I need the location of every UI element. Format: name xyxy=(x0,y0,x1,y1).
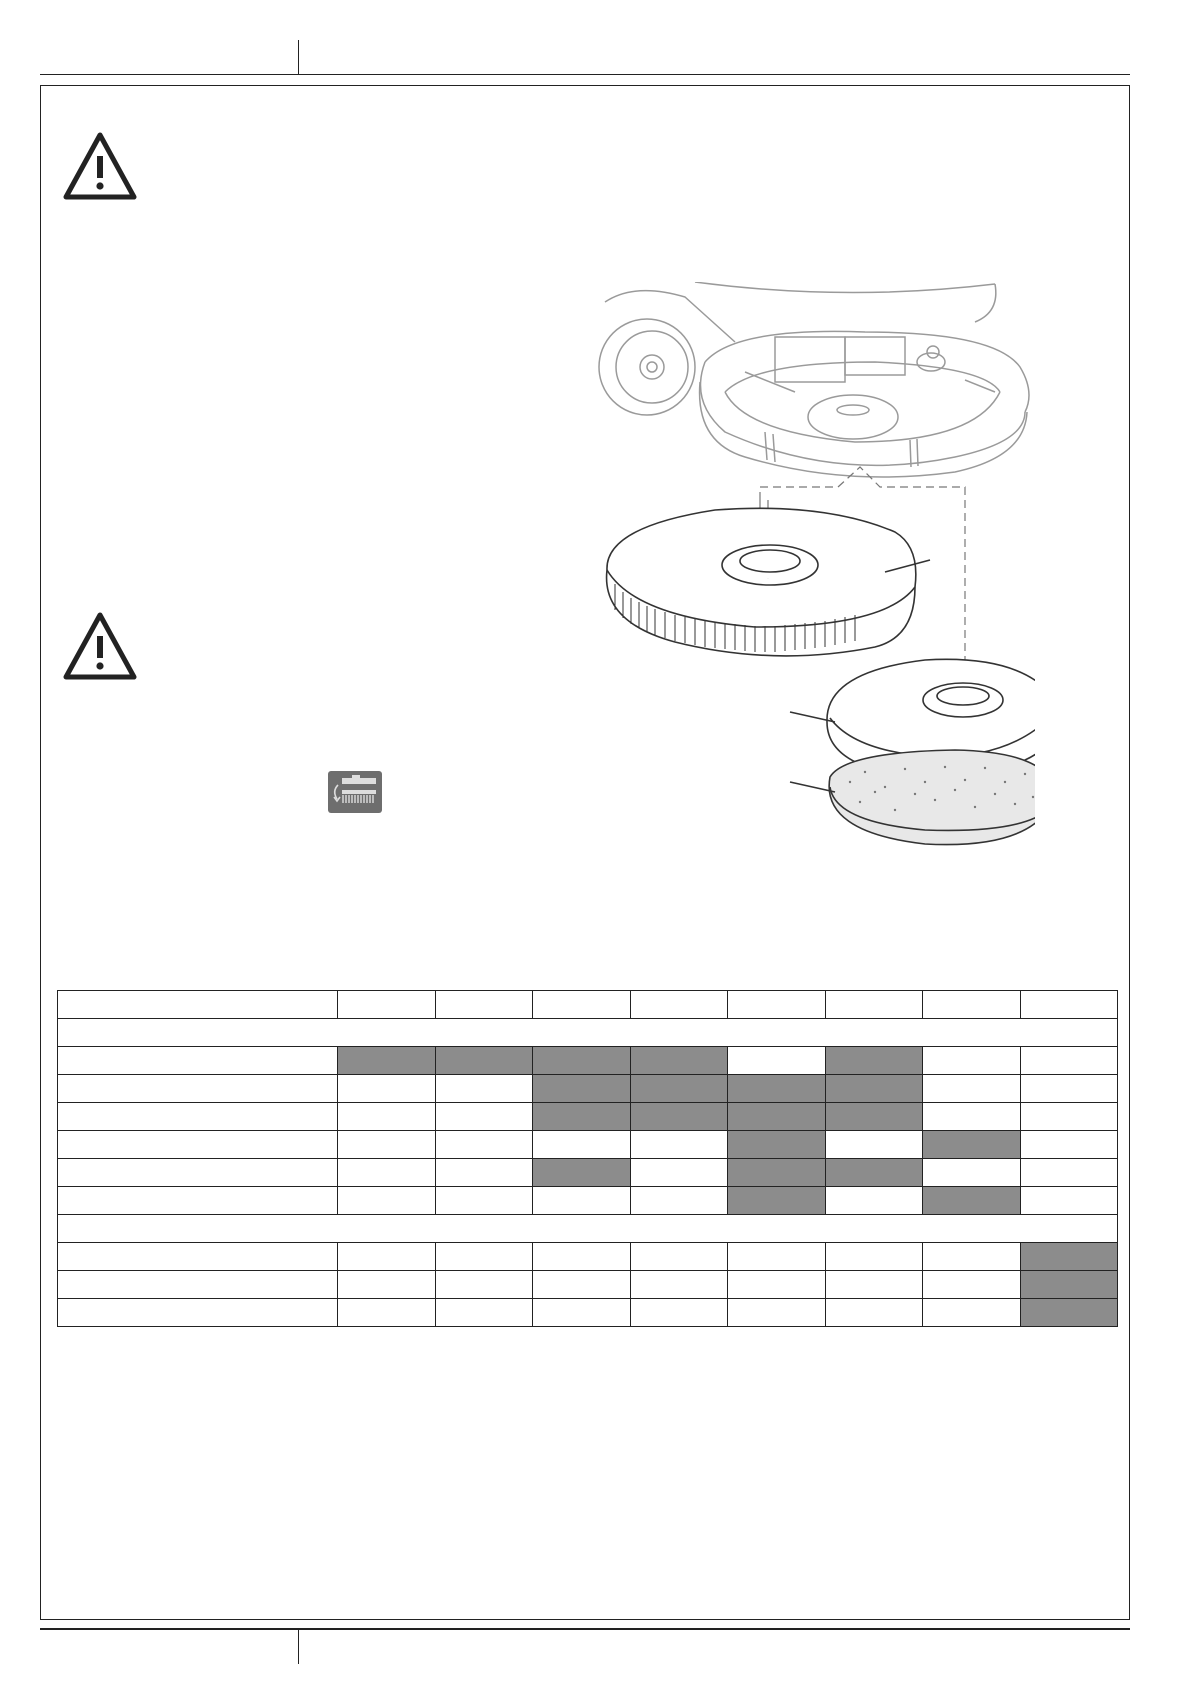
table-row xyxy=(58,1187,1118,1215)
filled-cell xyxy=(533,1159,631,1187)
filled-cell xyxy=(630,1047,728,1075)
header-cell xyxy=(825,991,923,1019)
filled-cell xyxy=(533,1075,631,1103)
filled-cell xyxy=(728,1103,826,1131)
filled-cell xyxy=(728,1187,826,1215)
group-header-row xyxy=(58,1215,1118,1243)
filled-cell xyxy=(728,1159,826,1187)
empty-cell xyxy=(630,1243,728,1271)
empty-cell xyxy=(435,1103,533,1131)
filled-cell xyxy=(533,1103,631,1131)
table-row xyxy=(58,1271,1118,1299)
compatibility-table xyxy=(57,990,1118,1327)
filled-cell xyxy=(533,1047,631,1075)
empty-cell xyxy=(825,1271,923,1299)
table-row xyxy=(58,1103,1118,1131)
row-label-cell xyxy=(58,1187,338,1215)
header-cell xyxy=(435,991,533,1019)
empty-cell xyxy=(1020,1103,1118,1131)
empty-cell xyxy=(923,1159,1021,1187)
empty-cell xyxy=(825,1299,923,1327)
filled-cell xyxy=(630,1075,728,1103)
empty-cell xyxy=(435,1271,533,1299)
empty-cell xyxy=(338,1187,436,1215)
empty-cell xyxy=(435,1075,533,1103)
empty-cell xyxy=(435,1299,533,1327)
header-cell xyxy=(338,991,436,1019)
header-cell xyxy=(533,991,631,1019)
table-row xyxy=(58,1131,1118,1159)
table-body xyxy=(58,991,1118,1327)
empty-cell xyxy=(338,1075,436,1103)
warning-triangle-icon xyxy=(62,130,138,202)
filled-cell xyxy=(1020,1243,1118,1271)
empty-cell xyxy=(533,1243,631,1271)
empty-cell xyxy=(630,1299,728,1327)
empty-cell xyxy=(533,1271,631,1299)
empty-cell xyxy=(533,1299,631,1327)
table-row xyxy=(58,1243,1118,1271)
empty-cell xyxy=(338,1103,436,1131)
filled-cell xyxy=(1020,1271,1118,1299)
empty-cell xyxy=(1020,1075,1118,1103)
empty-cell xyxy=(435,1159,533,1187)
table-row xyxy=(58,1047,1118,1075)
empty-cell xyxy=(923,1047,1021,1075)
table-row xyxy=(58,1075,1118,1103)
header-rule xyxy=(40,74,1130,75)
filled-cell xyxy=(728,1131,826,1159)
table-row xyxy=(58,1299,1118,1327)
filled-cell xyxy=(435,1047,533,1075)
empty-cell xyxy=(338,1159,436,1187)
row-label-cell xyxy=(58,1159,338,1187)
filled-cell xyxy=(728,1075,826,1103)
empty-cell xyxy=(1020,1047,1118,1075)
row-label-cell xyxy=(58,1243,338,1271)
empty-cell xyxy=(533,1187,631,1215)
header-cell xyxy=(923,991,1021,1019)
empty-cell xyxy=(435,1131,533,1159)
row-label-cell xyxy=(58,1075,338,1103)
empty-cell xyxy=(338,1243,436,1271)
header-cell xyxy=(1020,991,1118,1019)
header-cell xyxy=(630,991,728,1019)
empty-cell xyxy=(923,1299,1021,1327)
row-label-cell xyxy=(58,1047,338,1075)
empty-cell xyxy=(338,1299,436,1327)
empty-cell xyxy=(435,1243,533,1271)
header-label-cell xyxy=(58,991,338,1019)
empty-cell xyxy=(923,1271,1021,1299)
header-cell xyxy=(728,991,826,1019)
empty-cell xyxy=(630,1131,728,1159)
empty-cell xyxy=(630,1271,728,1299)
warning-triangle-icon xyxy=(62,610,138,682)
empty-cell xyxy=(630,1187,728,1215)
header-divider xyxy=(298,40,299,74)
empty-cell xyxy=(728,1271,826,1299)
empty-cell xyxy=(338,1131,436,1159)
empty-cell xyxy=(825,1187,923,1215)
group-header-cell xyxy=(58,1019,1118,1047)
group-header-cell xyxy=(58,1215,1118,1243)
empty-cell xyxy=(923,1103,1021,1131)
filled-cell xyxy=(825,1103,923,1131)
empty-cell xyxy=(435,1187,533,1215)
row-label-cell xyxy=(58,1131,338,1159)
row-label-cell xyxy=(58,1271,338,1299)
empty-cell xyxy=(923,1075,1021,1103)
filled-cell xyxy=(630,1103,728,1131)
table-header-row xyxy=(58,991,1118,1019)
filled-cell xyxy=(923,1131,1021,1159)
empty-cell xyxy=(728,1047,826,1075)
empty-cell xyxy=(1020,1187,1118,1215)
group-header-row xyxy=(58,1019,1118,1047)
filled-cell xyxy=(338,1047,436,1075)
empty-cell xyxy=(1020,1159,1118,1187)
brush-release-icon xyxy=(328,771,382,813)
filled-cell xyxy=(1020,1299,1118,1327)
filled-cell xyxy=(825,1075,923,1103)
empty-cell xyxy=(923,1243,1021,1271)
table-row xyxy=(58,1159,1118,1187)
row-label-cell xyxy=(58,1299,338,1327)
filled-cell xyxy=(825,1047,923,1075)
empty-cell xyxy=(338,1271,436,1299)
empty-cell xyxy=(533,1131,631,1159)
footer-divider xyxy=(298,1630,299,1664)
footer-rule xyxy=(40,1628,1130,1630)
empty-cell xyxy=(728,1243,826,1271)
empty-cell xyxy=(728,1299,826,1327)
filled-cell xyxy=(923,1187,1021,1215)
row-label-cell xyxy=(58,1103,338,1131)
empty-cell xyxy=(630,1159,728,1187)
empty-cell xyxy=(825,1243,923,1271)
brush-pad-illustration xyxy=(595,282,1035,897)
empty-cell xyxy=(1020,1131,1118,1159)
empty-cell xyxy=(825,1131,923,1159)
filled-cell xyxy=(825,1159,923,1187)
